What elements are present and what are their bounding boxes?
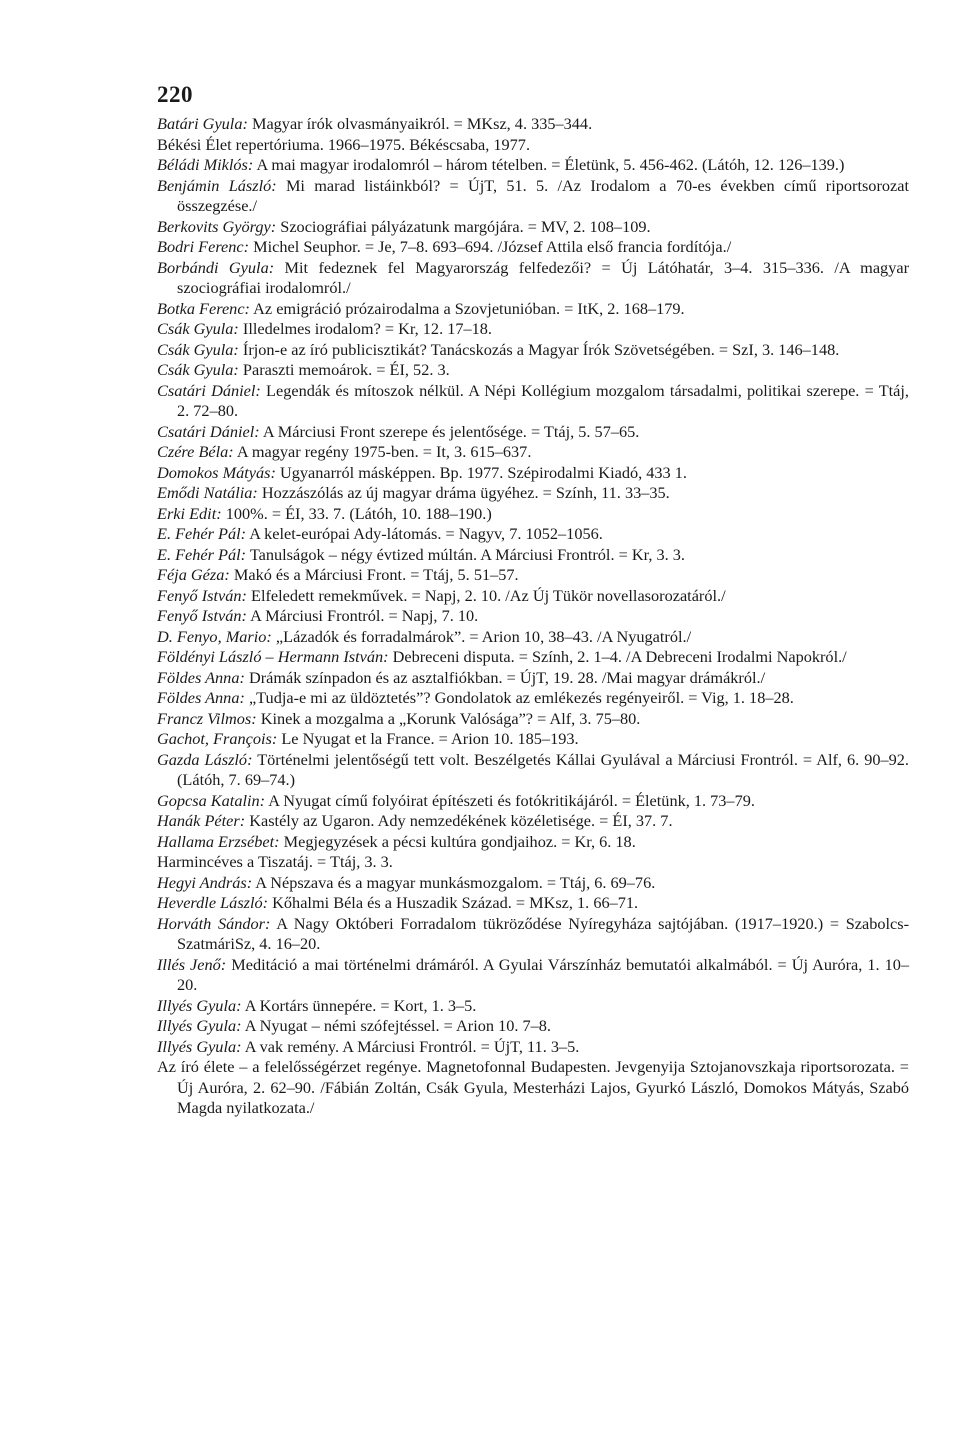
entry-author: Benjámin László:: [157, 175, 277, 195]
entry-text: A Kortárs ünnepére. = Kort, 1. 3–5.: [241, 995, 477, 1015]
bibliography-entry: [157, 606, 909, 627]
bibliography-entry: [157, 832, 909, 853]
entry-author: Csák Gyula:: [157, 319, 239, 338]
entry-author: Borbándi Gyula:: [157, 257, 275, 277]
entry-author: Földes Anna:: [157, 667, 245, 687]
bibliography-entry: [157, 852, 909, 873]
entry-text: Debreceni disputa. = Szính, 2. 1–4. /A Debreceni Irodalmi Napokról./: [388, 647, 847, 666]
entry-text: Meditáció a mai történelmi drámáról. A Gyulai Várszínház bemutatói alkalmából. = Új Auróra, 1. 10–20.: [177, 954, 909, 994]
entry-author: Fenyő István:: [157, 585, 247, 605]
bibliography-entry: [157, 360, 909, 381]
bibliography-entry: [157, 791, 909, 812]
entry-author: Horváth Sándor:: [157, 913, 271, 933]
bibliography-entry: [157, 545, 909, 566]
entry-text: Békési Élet repertóriuma. 1966–1975. Békéscsaba, 1977.: [157, 134, 531, 154]
entry-text: Történelmi jelentőségű tett volt. Beszélgetés Kállai Gyulával a Márciusi Frontról. = Alf, 6. 90–92. (Látóh, 7. 69–74.): [177, 749, 910, 789]
bibliography-entry: [157, 873, 909, 894]
bibliography-entry: [157, 565, 909, 586]
entry-author: Csatári Dániel:: [157, 421, 260, 441]
bibliography-entry: [157, 381, 909, 422]
entry-text: A Népszava és a magyar munkásmozgalom. = Ttáj, 6. 69–76.: [252, 872, 656, 892]
bibliography-entry: [157, 996, 909, 1017]
bibliography-entry: [157, 483, 909, 504]
bibliography-entry: [157, 647, 909, 668]
bibliography-entry: [157, 422, 909, 443]
bibliography-entry: [157, 524, 909, 545]
entry-text: 100%. = ÉI, 33. 7. (Látóh, 10. 188–190.): [221, 503, 492, 523]
entry-text: Mit fedeznek fel Magyarország felfedezői? = Új Látóhatár, 3–4. 315–336. /A magyar szociográfiai irodalomról./: [177, 257, 909, 297]
entry-author: Illyés Gyula:: [157, 1016, 242, 1035]
entry-author: Hanák Péter:: [157, 811, 246, 830]
entry-author: Emődi Natália:: [157, 483, 258, 502]
entry-author: Batári Gyula:: [157, 114, 248, 133]
entry-text: A Nagy Októberi Forradalom tükröződése Nyíregyháza sajtójában. (1917–1920.) = Szabolcs-SzatmáriSz, 4. 16–20.: [177, 913, 909, 953]
bibliography-entry: [157, 176, 909, 217]
bibliography-entry: [157, 299, 909, 320]
bibliography-entry: [157, 627, 909, 648]
bibliography-entry: [157, 1016, 909, 1037]
bibliography-entry: [157, 135, 909, 156]
entry-text: Makó és a Márciusi Front. = Ttáj, 5. 51–57.: [229, 565, 519, 584]
bibliography-entry: [157, 237, 909, 258]
entry-text: A kelet-európai Ady-látomás. = Nagyv, 7. 1052–1056.: [246, 524, 603, 543]
bibliography-entry: [157, 155, 909, 176]
entry-author: Gopcsa Katalin:: [157, 790, 266, 810]
entry-author: Domokos Mátyás:: [157, 462, 276, 482]
entry-text: Kastély az Ugaron. Ady nemzedékének közéletisége. = ÉI, 37. 7.: [245, 811, 673, 830]
entry-author: Heverdle László:: [157, 893, 269, 912]
entry-text: Legendák és mítoszok nélkül. A Népi Kollégium mozgalom társadalmi, politikai szerepe. = Ttáj, 2. 72–80.: [177, 380, 909, 420]
entry-author: Illyés Gyula:: [157, 995, 242, 1015]
entry-author: D. Fenyo, Mario:: [157, 626, 272, 646]
entry-text: Harmincéves a Tiszatáj. = Ttáj, 3. 3.: [157, 852, 393, 871]
entry-author: Francz Vilmos:: [157, 708, 257, 728]
entry-author: Berkovits György:: [157, 216, 277, 236]
entry-author: Botka Ferenc:: [157, 298, 250, 318]
entry-text: Az író élete – a felelősségérzet regénye. Magnetofonnal Budapesten. Jevgenyija Sztojanovszkaja riportsorozata. = Új Auróra, 2. 62–90. /Fábián Zoltán, Csák Gyula, Mesterházi Lajos, Gyurkó László, Domokos Mátyás, Szabó Magda nyilatkozata./: [157, 1057, 909, 1117]
entry-author: Hallama Erzsébet:: [157, 831, 280, 851]
bibliography-entry: [157, 914, 909, 955]
bibliography-entry: [157, 442, 909, 463]
entry-text: Magyar írók olvasmányaikról. = MKsz, 4. 335–344.: [247, 114, 593, 133]
entry-text: A Nyugat – némi szófejtéssel. = Arion 10. 7–8.: [241, 1016, 551, 1035]
entry-text: A mai magyar irodalomról – három tételben. = Életünk, 5. 456-462. (Látóh, 12. 126–139.): [253, 155, 845, 174]
entry-text: Írjon-e az író publicisztikát? Tanácskozás a Magyar Írók Szövetségében. = SzI, 3. 146–148.: [238, 339, 840, 359]
bibliography-entry: [157, 340, 909, 361]
bibliography-entry: [157, 955, 909, 996]
entry-author: Erki Edit:: [157, 503, 222, 523]
entry-text: Drámák színpadon és az asztalfiókban. = ÚjT, 19. 28. /Mai magyar drámákról./: [244, 667, 766, 687]
entry-text: Elfeledett remekművek. = Napj, 2. 10. /Az Új Tükör novellasorozatáról./: [246, 585, 726, 605]
entry-author: Hegyi András:: [157, 872, 253, 892]
entry-text: Szociográfiai pályázatunk margójára. = MV, 2. 108–109.: [276, 216, 651, 236]
entry-text: A Nyugat című folyóirat építészeti és fotókritikájáról. = Életünk, 1. 73–79.: [265, 790, 755, 810]
entry-text: Kinek a mozgalma a „Korunk Valósága”? = Alf, 3. 75–80.: [256, 708, 641, 728]
bibliography-entry: [157, 114, 909, 135]
entry-text: Kőhalmi Béla és a Huszadik Század. = MKsz, 1. 66–71.: [268, 893, 639, 912]
entry-author: Csák Gyula:: [157, 360, 239, 379]
bibliography-entry: [157, 709, 909, 730]
entry-text: A magyar regény 1975-ben. = It, 3. 615–637.: [233, 442, 532, 461]
entry-text: Tanulságok – négy évtized múltán. A Márciusi Frontról. = Kr, 3. 3.: [246, 544, 685, 564]
entry-text: Ugyanarról másképpen. Bp. 1977. Szépirodalmi Kiadó, 433 1.: [275, 462, 687, 482]
entry-text: Illedelmes irodalom? = Kr, 12. 17–18.: [238, 319, 492, 338]
bibliography-entry: [157, 217, 909, 238]
entry-author: Illés Jenő:: [157, 954, 227, 974]
entry-author: Csák Gyula:: [157, 339, 239, 359]
bibliography-entry: [157, 258, 909, 299]
entry-author: E. Fehér Pál:: [157, 544, 247, 564]
bibliography-entry: [157, 750, 909, 791]
bibliography-entry: [157, 463, 909, 484]
bibliography-entry: [157, 811, 909, 832]
entry-author: Földes Anna:: [157, 688, 245, 707]
entry-author: Földényi László – Hermann István:: [157, 647, 389, 666]
entry-text: Paraszti memoárok. = ÉI, 52. 3.: [238, 360, 450, 379]
entry-author: Fenyő István:: [157, 606, 247, 625]
entry-author: Béládi Miklós:: [157, 155, 254, 174]
entry-text: Michel Seuphor. = Je, 7–8. 693–694. /József Attila első francia fordítója./: [249, 237, 732, 256]
bibliography-entry: [157, 319, 909, 340]
entry-author: Féja Géza:: [157, 565, 230, 584]
bibliography-entry: [157, 729, 909, 750]
page-number: 220: [157, 82, 193, 107]
entry-text: Az emigráció prózairodalma a Szovjetunióban. = ItK, 2. 168–179.: [249, 298, 685, 318]
entry-author: Csatári Dániel:: [157, 380, 261, 400]
entry-text: Megjegyzések a pécsi kultúra gondjaihoz. = Kr, 6. 18.: [279, 831, 636, 851]
bibliography-entry: [157, 1057, 909, 1119]
entry-text: Hozzászólás az új magyar dráma ügyéhez. = Szính, 11. 33–35.: [257, 483, 670, 502]
bibliography-entry: [157, 893, 909, 914]
entry-text: A vak remény. A Márciusi Frontról. = ÚjT, 11. 3–5.: [241, 1036, 580, 1056]
bibliography-entry: [157, 586, 909, 607]
bibliography-list: [157, 114, 909, 1119]
entry-text: A Márciusi Frontról. = Napj, 7. 10.: [246, 606, 479, 625]
entry-author: Gachot, François:: [157, 729, 278, 748]
entry-text: „Tudja-e mi az üldöztetés”? Gondolatok az emlékezés regényeiről. = Vig, 1. 18–28.: [244, 688, 794, 707]
entry-text: Mi marad listáinkból? = ÚjT, 51. 5. /Az Irodalom a 70-es években című riportsorozat összegzése./: [177, 175, 909, 215]
bibliography-entry: [157, 688, 909, 709]
bibliography-entry: [157, 1037, 909, 1058]
entry-author: Bodri Ferenc:: [157, 237, 250, 256]
entry-text: A Márciusi Front szerepe és jelentősége. = Ttáj, 5. 57–65.: [259, 421, 640, 441]
bibliography-entry: [157, 504, 909, 525]
entry-text: Le Nyugat et la France. = Arion 10. 185–193.: [277, 729, 579, 748]
bibliography-entry: [157, 668, 909, 689]
entry-author: Illyés Gyula:: [157, 1036, 242, 1056]
entry-author: Czére Béla:: [157, 442, 234, 461]
entry-author: E. Fehér Pál:: [157, 524, 247, 543]
entry-text: „Lázadók és forradalmárok”. = Arion 10, 38–43. /A Nyugatról./: [271, 626, 692, 646]
entry-author: Gazda László:: [157, 749, 253, 769]
